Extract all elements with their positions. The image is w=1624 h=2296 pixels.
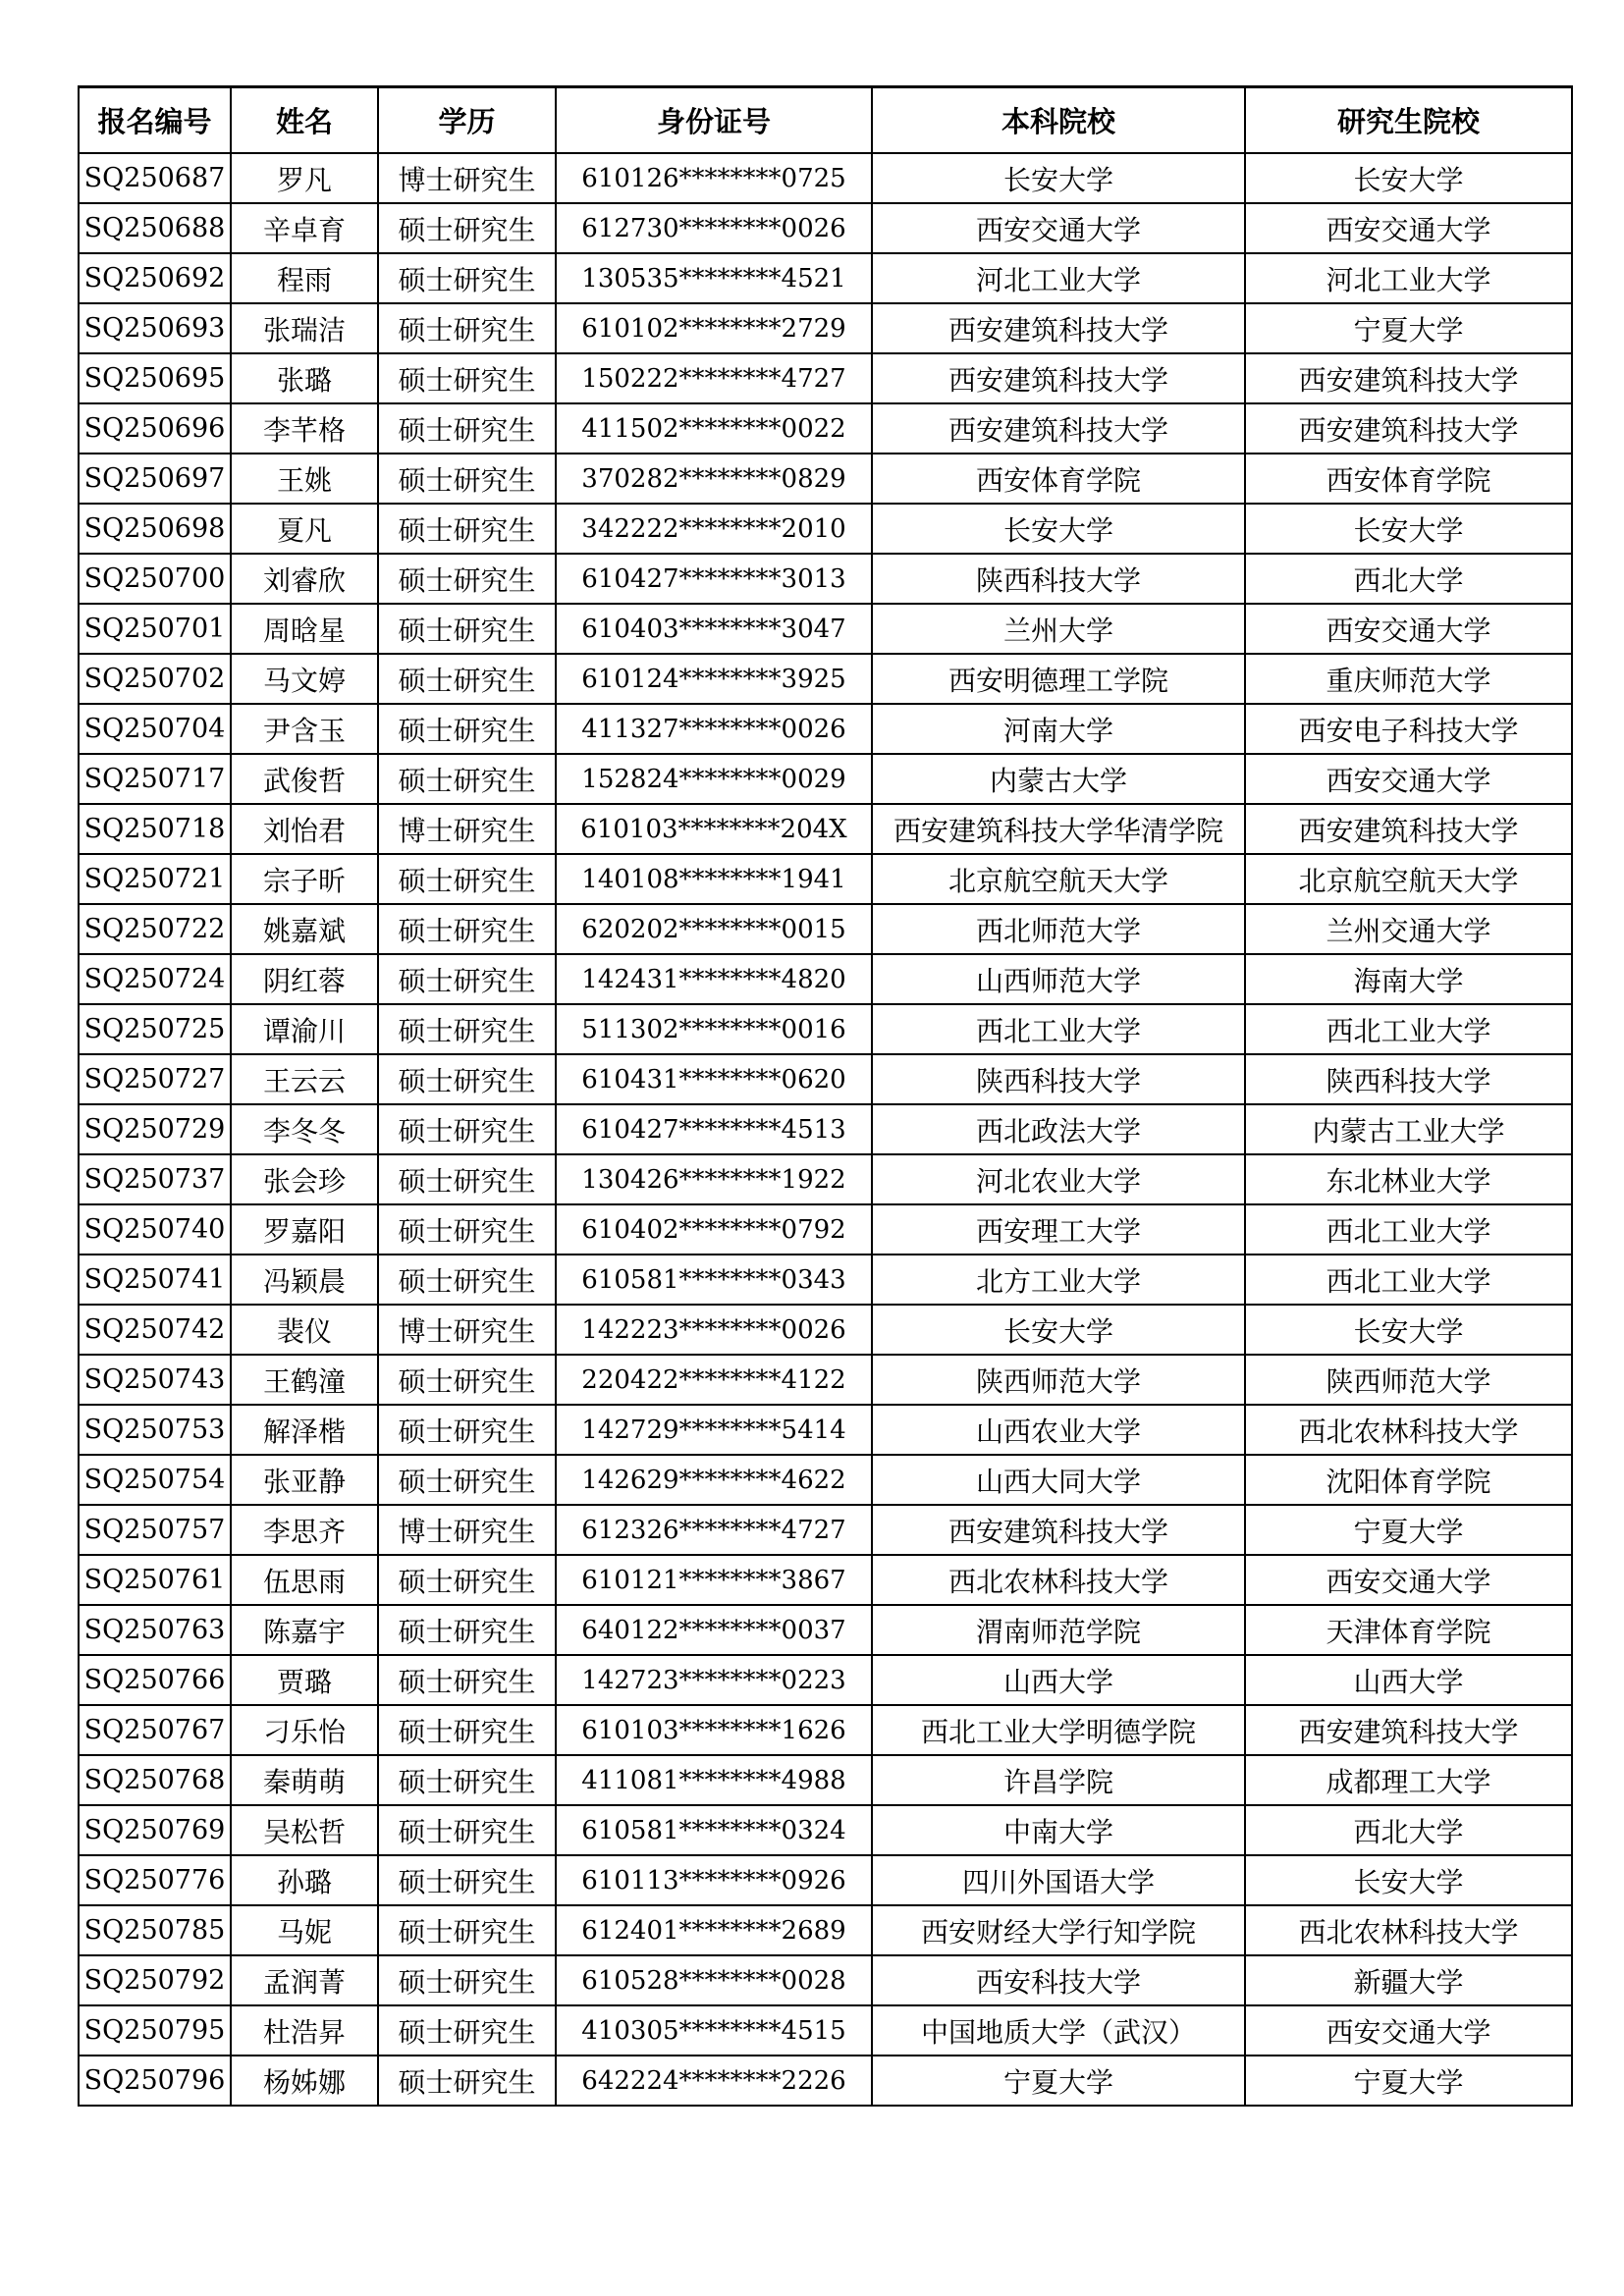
education-cell: 硕士研究生: [378, 253, 556, 303]
registration-number-cell: SQ250776: [79, 1855, 231, 1905]
name-cell: 伍思雨: [231, 1555, 378, 1605]
undergraduate-school-cell: 西安交通大学: [872, 203, 1245, 253]
name-cell: 夏凡: [231, 504, 378, 554]
graduate-school-cell: 西安建筑科技大学: [1245, 353, 1572, 403]
education-cell: 硕士研究生: [378, 704, 556, 754]
id-number-cell: 610121********3867: [556, 1555, 872, 1605]
table-row: [79, 1204, 1572, 1255]
education-cell: 硕士研究生: [378, 1054, 556, 1104]
name-cell: 杜浩昇: [231, 2005, 378, 2056]
name-cell: 裴仪: [231, 1305, 378, 1355]
registration-number-cell: SQ250727: [79, 1054, 231, 1104]
table-row: [79, 1355, 1572, 1405]
graduate-school-cell: 新疆大学: [1245, 1955, 1572, 2005]
table-row: [79, 303, 1572, 353]
education-cell: 硕士研究生: [378, 854, 556, 904]
name-cell: 马妮: [231, 1905, 378, 1955]
table-row: [79, 1004, 1572, 1054]
id-number-cell: 370282********0829: [556, 454, 872, 504]
graduate-school-cell: 长安大学: [1245, 1855, 1572, 1905]
undergraduate-school-cell: 西北师范大学: [872, 904, 1245, 954]
table-row: [79, 654, 1572, 704]
id-number-cell: 411081********4988: [556, 1755, 872, 1805]
graduate-school-cell: 内蒙古工业大学: [1245, 1104, 1572, 1154]
name-cell: 李芊格: [231, 403, 378, 454]
education-cell: 硕士研究生: [378, 1605, 556, 1655]
name-cell: 杨姊娜: [231, 2056, 378, 2106]
id-number-cell: 610102********2729: [556, 303, 872, 353]
table-row: [79, 604, 1572, 654]
name-cell: 阴红蓉: [231, 954, 378, 1004]
header-graduate-school: 研究生院校: [1245, 87, 1572, 154]
header-id-number: 身份证号: [556, 87, 872, 154]
graduate-school-cell: 天津体育学院: [1245, 1605, 1572, 1655]
education-cell: 博士研究生: [378, 153, 556, 203]
table-row: [79, 403, 1572, 454]
name-cell: 李冬冬: [231, 1104, 378, 1154]
registration-number-cell: SQ250692: [79, 253, 231, 303]
education-cell: 硕士研究生: [378, 1154, 556, 1204]
table-row: [79, 804, 1572, 854]
table-row: [79, 1455, 1572, 1505]
id-number-cell: 411502********0022: [556, 403, 872, 454]
name-cell: 冯颖晨: [231, 1255, 378, 1305]
undergraduate-school-cell: 长安大学: [872, 504, 1245, 554]
name-cell: 尹含玉: [231, 704, 378, 754]
name-cell: 刘睿欣: [231, 554, 378, 604]
id-number-cell: 610581********0324: [556, 1805, 872, 1855]
undergraduate-school-cell: 北京航空航天大学: [872, 854, 1245, 904]
graduate-school-cell: 宁夏大学: [1245, 1505, 1572, 1555]
registration-number-cell: SQ250687: [79, 153, 231, 203]
id-number-cell: 142729********5414: [556, 1405, 872, 1455]
education-cell: 硕士研究生: [378, 954, 556, 1004]
graduate-school-cell: 西安交通大学: [1245, 754, 1572, 804]
education-cell: 硕士研究生: [378, 504, 556, 554]
undergraduate-school-cell: 西北工业大学: [872, 1004, 1245, 1054]
table-row: [79, 1855, 1572, 1905]
name-cell: 武俊哲: [231, 754, 378, 804]
id-number-cell: 130535********4521: [556, 253, 872, 303]
name-cell: 刘怡君: [231, 804, 378, 854]
graduate-school-cell: 陕西师范大学: [1245, 1355, 1572, 1405]
graduate-school-cell: 西安电子科技大学: [1245, 704, 1572, 754]
registration-number-cell: SQ250721: [79, 854, 231, 904]
registration-number-cell: SQ250767: [79, 1705, 231, 1755]
name-cell: 张会珍: [231, 1154, 378, 1204]
table-row: [79, 1104, 1572, 1154]
table-row: [79, 1305, 1572, 1355]
table-row: [79, 2005, 1572, 2056]
table-row: [79, 1555, 1572, 1605]
education-cell: 硕士研究生: [378, 1655, 556, 1705]
undergraduate-school-cell: 陕西师范大学: [872, 1355, 1245, 1405]
registration-number-cell: SQ250718: [79, 804, 231, 854]
undergraduate-school-cell: 陕西科技大学: [872, 1054, 1245, 1104]
name-cell: 王鹤潼: [231, 1355, 378, 1405]
registration-number-cell: SQ250768: [79, 1755, 231, 1805]
registration-number-cell: SQ250785: [79, 1905, 231, 1955]
undergraduate-school-cell: 山西大学: [872, 1655, 1245, 1705]
registration-number-cell: SQ250743: [79, 1355, 231, 1405]
id-number-cell: 610124********3925: [556, 654, 872, 704]
graduate-school-cell: 东北林业大学: [1245, 1154, 1572, 1204]
registration-number-cell: SQ250729: [79, 1104, 231, 1154]
id-number-cell: 610528********0028: [556, 1955, 872, 2005]
undergraduate-school-cell: 许昌学院: [872, 1755, 1245, 1805]
graduate-school-cell: 西安交通大学: [1245, 1555, 1572, 1605]
name-cell: 辛卓育: [231, 203, 378, 253]
graduate-school-cell: 西北大学: [1245, 1805, 1572, 1855]
graduate-school-cell: 重庆师范大学: [1245, 654, 1572, 704]
registration-number-cell: SQ250769: [79, 1805, 231, 1855]
name-cell: 吴松哲: [231, 1805, 378, 1855]
registration-number-cell: SQ250740: [79, 1204, 231, 1255]
graduate-school-cell: 西安建筑科技大学: [1245, 403, 1572, 454]
undergraduate-school-cell: 西安明德理工学院: [872, 654, 1245, 704]
undergraduate-school-cell: 陕西科技大学: [872, 554, 1245, 604]
undergraduate-school-cell: 河北农业大学: [872, 1154, 1245, 1204]
id-number-cell: 620202********0015: [556, 904, 872, 954]
graduate-school-cell: 成都理工大学: [1245, 1755, 1572, 1805]
graduate-school-cell: 宁夏大学: [1245, 303, 1572, 353]
registration-number-cell: SQ250753: [79, 1405, 231, 1455]
education-cell: 硕士研究生: [378, 2056, 556, 2106]
name-cell: 马文婷: [231, 654, 378, 704]
name-cell: 张瑞洁: [231, 303, 378, 353]
id-number-cell: 612730********0026: [556, 203, 872, 253]
education-cell: 博士研究生: [378, 1505, 556, 1555]
education-cell: 硕士研究生: [378, 1204, 556, 1255]
undergraduate-school-cell: 西北工业大学明德学院: [872, 1705, 1245, 1755]
graduate-school-cell: 北京航空航天大学: [1245, 854, 1572, 904]
registration-number-cell: SQ250796: [79, 2056, 231, 2106]
name-cell: 宗子昕: [231, 854, 378, 904]
name-cell: 解泽楷: [231, 1405, 378, 1455]
id-number-cell: 130426********1922: [556, 1154, 872, 1204]
table-row: [79, 554, 1572, 604]
id-number-cell: 612401********2689: [556, 1905, 872, 1955]
undergraduate-school-cell: 西安建筑科技大学: [872, 353, 1245, 403]
table-header-row: [79, 87, 1572, 154]
name-cell: 谭渝川: [231, 1004, 378, 1054]
registration-number-cell: SQ250717: [79, 754, 231, 804]
education-cell: 硕士研究生: [378, 754, 556, 804]
education-cell: 硕士研究生: [378, 1855, 556, 1905]
undergraduate-school-cell: 北方工业大学: [872, 1255, 1245, 1305]
table-row: [79, 754, 1572, 804]
name-cell: 刁乐怡: [231, 1705, 378, 1755]
name-cell: 陈嘉宇: [231, 1605, 378, 1655]
table-row: [79, 904, 1572, 954]
graduate-school-cell: 西安交通大学: [1245, 2005, 1572, 2056]
undergraduate-school-cell: 四川外国语大学: [872, 1855, 1245, 1905]
table-row: [79, 854, 1572, 904]
registration-number-cell: SQ250737: [79, 1154, 231, 1204]
undergraduate-school-cell: 兰州大学: [872, 604, 1245, 654]
graduate-school-cell: 西安体育学院: [1245, 454, 1572, 504]
undergraduate-school-cell: 西安建筑科技大学: [872, 303, 1245, 353]
graduate-school-cell: 西安交通大学: [1245, 604, 1572, 654]
education-cell: 硕士研究生: [378, 1805, 556, 1855]
education-cell: 硕士研究生: [378, 604, 556, 654]
id-number-cell: 411327********0026: [556, 704, 872, 754]
table-row: [79, 1054, 1572, 1104]
table-row: [79, 1255, 1572, 1305]
name-cell: 孟润菁: [231, 1955, 378, 2005]
name-cell: 程雨: [231, 253, 378, 303]
id-number-cell: 511302********0016: [556, 1004, 872, 1054]
id-number-cell: 142223********0026: [556, 1305, 872, 1355]
table-row: [79, 353, 1572, 403]
graduate-school-cell: 宁夏大学: [1245, 2056, 1572, 2106]
applicant-table: [78, 85, 1573, 2107]
table-row: [79, 2056, 1572, 2106]
education-cell: 硕士研究生: [378, 1104, 556, 1154]
education-cell: 硕士研究生: [378, 2005, 556, 2056]
id-number-cell: 142629********4622: [556, 1455, 872, 1505]
table-row: [79, 203, 1572, 253]
education-cell: 硕士研究生: [378, 403, 556, 454]
undergraduate-school-cell: 河南大学: [872, 704, 1245, 754]
registration-number-cell: SQ250702: [79, 654, 231, 704]
id-number-cell: 342222********2010: [556, 504, 872, 554]
registration-number-cell: SQ250701: [79, 604, 231, 654]
table-row: [79, 454, 1572, 504]
registration-number-cell: SQ250695: [79, 353, 231, 403]
undergraduate-school-cell: 西安建筑科技大学: [872, 1505, 1245, 1555]
undergraduate-school-cell: 山西师范大学: [872, 954, 1245, 1004]
name-cell: 王云云: [231, 1054, 378, 1104]
education-cell: 硕士研究生: [378, 1755, 556, 1805]
education-cell: 硕士研究生: [378, 1255, 556, 1305]
education-cell: 硕士研究生: [378, 1555, 556, 1605]
registration-number-cell: SQ250722: [79, 904, 231, 954]
registration-number-cell: SQ250741: [79, 1255, 231, 1305]
id-number-cell: 640122********0037: [556, 1605, 872, 1655]
applicant-list-sheet: [78, 85, 1573, 2107]
table-row: [79, 954, 1572, 1004]
registration-number-cell: SQ250698: [79, 504, 231, 554]
education-cell: 硕士研究生: [378, 303, 556, 353]
name-cell: 秦萌萌: [231, 1755, 378, 1805]
table-row: [79, 1154, 1572, 1204]
header-undergraduate-school: 本科院校: [872, 87, 1245, 154]
table-row: [79, 253, 1572, 303]
graduate-school-cell: 河北工业大学: [1245, 253, 1572, 303]
education-cell: 硕士研究生: [378, 1004, 556, 1054]
graduate-school-cell: 长安大学: [1245, 504, 1572, 554]
name-cell: 孙璐: [231, 1855, 378, 1905]
table-row: [79, 1505, 1572, 1555]
registration-number-cell: SQ250696: [79, 403, 231, 454]
education-cell: 硕士研究生: [378, 1455, 556, 1505]
table-row: [79, 1705, 1572, 1755]
id-number-cell: 152824********0029: [556, 754, 872, 804]
undergraduate-school-cell: 山西农业大学: [872, 1405, 1245, 1455]
undergraduate-school-cell: 长安大学: [872, 1305, 1245, 1355]
table-row: [79, 1955, 1572, 2005]
undergraduate-school-cell: 西安建筑科技大学: [872, 403, 1245, 454]
table-row: [79, 504, 1572, 554]
graduate-school-cell: 西北工业大学: [1245, 1004, 1572, 1054]
name-cell: 张亚静: [231, 1455, 378, 1505]
header-registration-number: 报名编号: [79, 87, 231, 154]
id-number-cell: 142723********0223: [556, 1655, 872, 1705]
registration-number-cell: SQ250763: [79, 1605, 231, 1655]
education-cell: 硕士研究生: [378, 554, 556, 604]
table-row: [79, 153, 1572, 203]
undergraduate-school-cell: 西安理工大学: [872, 1204, 1245, 1255]
education-cell: 硕士研究生: [378, 203, 556, 253]
education-cell: 博士研究生: [378, 804, 556, 854]
education-cell: 硕士研究生: [378, 904, 556, 954]
undergraduate-school-cell: 西安体育学院: [872, 454, 1245, 504]
table-row: [79, 1605, 1572, 1655]
graduate-school-cell: 长安大学: [1245, 1305, 1572, 1355]
table-row: [79, 704, 1572, 754]
registration-number-cell: SQ250725: [79, 1004, 231, 1054]
undergraduate-school-cell: 内蒙古大学: [872, 754, 1245, 804]
id-number-cell: 610427********3013: [556, 554, 872, 604]
table-row: [79, 1805, 1572, 1855]
id-number-cell: 610403********3047: [556, 604, 872, 654]
id-number-cell: 610581********0343: [556, 1255, 872, 1305]
registration-number-cell: SQ250761: [79, 1555, 231, 1605]
education-cell: 硕士研究生: [378, 1955, 556, 2005]
education-cell: 硕士研究生: [378, 1355, 556, 1405]
undergraduate-school-cell: 长安大学: [872, 153, 1245, 203]
undergraduate-school-cell: 西北政法大学: [872, 1104, 1245, 1154]
graduate-school-cell: 西北工业大学: [1245, 1255, 1572, 1305]
undergraduate-school-cell: 渭南师范学院: [872, 1605, 1245, 1655]
graduate-school-cell: 西北农林科技大学: [1245, 1405, 1572, 1455]
id-number-cell: 610103********204X: [556, 804, 872, 854]
graduate-school-cell: 西安建筑科技大学: [1245, 804, 1572, 854]
table-row: [79, 1655, 1572, 1705]
graduate-school-cell: 西北工业大学: [1245, 1204, 1572, 1255]
registration-number-cell: SQ250754: [79, 1455, 231, 1505]
education-cell: 硕士研究生: [378, 654, 556, 704]
id-number-cell: 410305********4515: [556, 2005, 872, 2056]
graduate-school-cell: 山西大学: [1245, 1655, 1572, 1705]
name-cell: 姚嘉斌: [231, 904, 378, 954]
name-cell: 周晗星: [231, 604, 378, 654]
id-number-cell: 140108********1941: [556, 854, 872, 904]
id-number-cell: 642224********2226: [556, 2056, 872, 2106]
undergraduate-school-cell: 中国地质大学（武汉）: [872, 2005, 1245, 2056]
education-cell: 硕士研究生: [378, 1705, 556, 1755]
name-cell: 李思齐: [231, 1505, 378, 1555]
undergraduate-school-cell: 西北农林科技大学: [872, 1555, 1245, 1605]
undergraduate-school-cell: 中南大学: [872, 1805, 1245, 1855]
registration-number-cell: SQ250700: [79, 554, 231, 604]
undergraduate-school-cell: 河北工业大学: [872, 253, 1245, 303]
name-cell: 张璐: [231, 353, 378, 403]
id-number-cell: 142431********4820: [556, 954, 872, 1004]
id-number-cell: 610427********4513: [556, 1104, 872, 1154]
id-number-cell: 610126********0725: [556, 153, 872, 203]
graduate-school-cell: 西安建筑科技大学: [1245, 1705, 1572, 1755]
graduate-school-cell: 陕西科技大学: [1245, 1054, 1572, 1104]
graduate-school-cell: 长安大学: [1245, 153, 1572, 203]
registration-number-cell: SQ250766: [79, 1655, 231, 1705]
undergraduate-school-cell: 西安科技大学: [872, 1955, 1245, 2005]
education-cell: 博士研究生: [378, 1305, 556, 1355]
education-cell: 硕士研究生: [378, 1905, 556, 1955]
table-row: [79, 1755, 1572, 1805]
registration-number-cell: SQ250757: [79, 1505, 231, 1555]
id-number-cell: 220422********4122: [556, 1355, 872, 1405]
header-name: 姓名: [231, 87, 378, 154]
id-number-cell: 610402********0792: [556, 1204, 872, 1255]
name-cell: 贾璐: [231, 1655, 378, 1705]
name-cell: 罗嘉阳: [231, 1204, 378, 1255]
education-cell: 硕士研究生: [378, 454, 556, 504]
table-row: [79, 1405, 1572, 1455]
registration-number-cell: SQ250742: [79, 1305, 231, 1355]
undergraduate-school-cell: 宁夏大学: [872, 2056, 1245, 2106]
id-number-cell: 612326********4727: [556, 1505, 872, 1555]
education-cell: 硕士研究生: [378, 1405, 556, 1455]
registration-number-cell: SQ250693: [79, 303, 231, 353]
undergraduate-school-cell: 西安建筑科技大学华清学院: [872, 804, 1245, 854]
graduate-school-cell: 西北农林科技大学: [1245, 1905, 1572, 1955]
education-cell: 硕士研究生: [378, 353, 556, 403]
graduate-school-cell: 西北大学: [1245, 554, 1572, 604]
registration-number-cell: SQ250704: [79, 704, 231, 754]
registration-number-cell: SQ250795: [79, 2005, 231, 2056]
registration-number-cell: SQ250688: [79, 203, 231, 253]
registration-number-cell: SQ250697: [79, 454, 231, 504]
table-body: [79, 153, 1572, 2106]
graduate-school-cell: 沈阳体育学院: [1245, 1455, 1572, 1505]
table-row: [79, 1905, 1572, 1955]
id-number-cell: 610431********0620: [556, 1054, 872, 1104]
name-cell: 王姚: [231, 454, 378, 504]
graduate-school-cell: 西安交通大学: [1245, 203, 1572, 253]
name-cell: 罗凡: [231, 153, 378, 203]
graduate-school-cell: 海南大学: [1245, 954, 1572, 1004]
header-education: 学历: [378, 87, 556, 154]
graduate-school-cell: 兰州交通大学: [1245, 904, 1572, 954]
undergraduate-school-cell: 山西大同大学: [872, 1455, 1245, 1505]
id-number-cell: 150222********4727: [556, 353, 872, 403]
id-number-cell: 610103********1626: [556, 1705, 872, 1755]
undergraduate-school-cell: 西安财经大学行知学院: [872, 1905, 1245, 1955]
registration-number-cell: SQ250792: [79, 1955, 231, 2005]
registration-number-cell: SQ250724: [79, 954, 231, 1004]
id-number-cell: 610113********0926: [556, 1855, 872, 1905]
